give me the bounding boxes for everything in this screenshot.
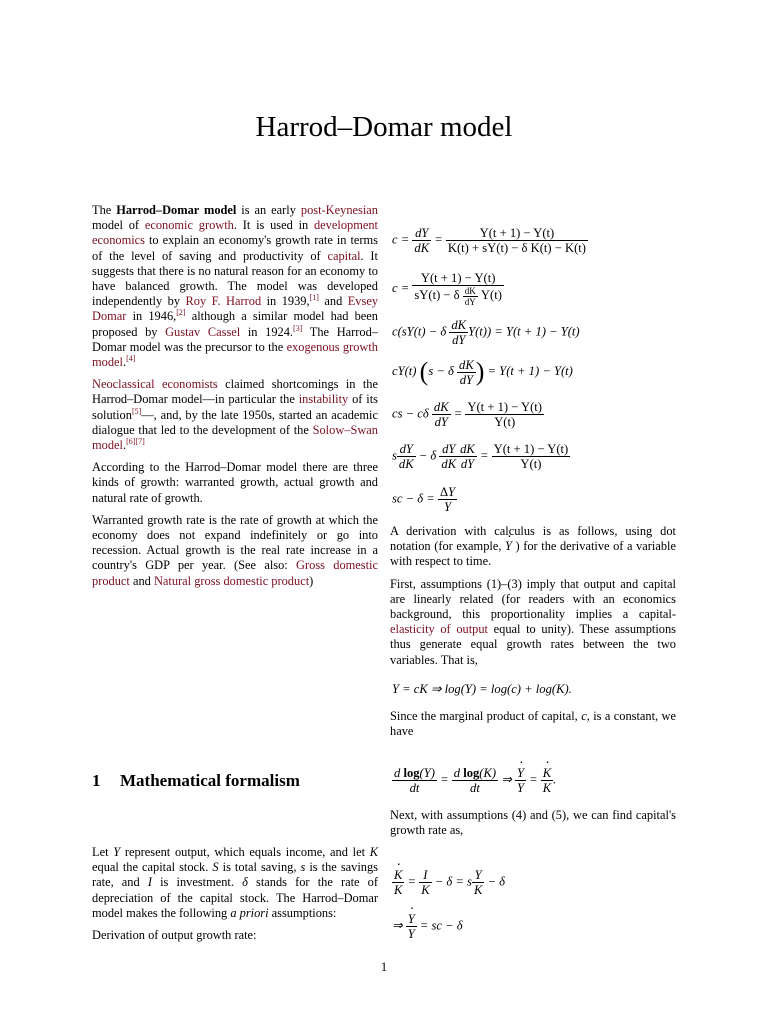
text: and	[318, 294, 348, 309]
intro-paragraph-4	[92, 513, 378, 589]
section-number: 1	[92, 771, 101, 790]
page-title: Harrod–Domar model	[255, 111, 513, 143]
text: although a similar model had been proposed by	[92, 309, 378, 339]
right-paragraph-2	[390, 577, 676, 668]
link-instability[interactable]: instability	[298, 392, 349, 407]
link-economic-growth[interactable]: economic growth	[144, 218, 234, 233]
text: of its solution	[92, 392, 378, 422]
link-exogenous-growth-model[interactable]: exogenous growth model	[92, 339, 378, 370]
formalism-paragraph-2: Derivation of output growth rate:	[92, 928, 257, 943]
citation-5[interactable]: [5]	[131, 406, 142, 416]
term-bold: Harrod–Domar model	[116, 203, 237, 217]
link-development-economics[interactable]: development economics	[92, 218, 378, 248]
link-natural-gdp[interactable]: Natural gross domestic product	[153, 573, 310, 588]
page-number: 1	[380, 960, 388, 974]
var-dot: · Y	[505, 539, 512, 554]
text: assumptions:	[268, 905, 337, 920]
text: equal the capital stock.	[92, 860, 213, 875]
right-paragraph-1	[390, 524, 676, 570]
text: is an early	[236, 203, 301, 217]
equation-9: $\frac{\text{d log(Y)}}{dt}$ = $\frac{\text{d log(K)}}{dt}$ ⇒ · $\frac{Y}{Y}$ = · $\frac{K}{K}$ .	[392, 766, 556, 795]
text: equal to unity). These assumptions thus generate equal growth rates between the two variables. That is,	[390, 622, 676, 667]
text: , is a constant, we have	[390, 709, 676, 739]
text: A derivation with calculus is as follows, using dot notation (for example,	[390, 524, 676, 554]
intro-paragraph-3: According to the Harrod–Domar model there are three kinds of growth: warranted growth, actual growth and natural rate of growth.	[92, 460, 378, 505]
var: Y	[113, 845, 121, 859]
link-evsey-domar[interactable]: Evsey Domar	[92, 294, 379, 324]
intro-paragraph-1	[92, 203, 378, 370]
link-elasticity-of-output[interactable]: elasticity of output	[390, 622, 488, 637]
text: Let	[92, 845, 114, 859]
equation-2: c = Y(t + 1) − Y(t) sY(t) − δ $\frac{dK}{dY}$ Y(t)	[392, 271, 502, 307]
text: claimed shortcomings in the Harrod–Domar model—in particular the	[92, 377, 379, 407]
citation-2[interactable]: [2]	[176, 308, 186, 318]
text: to explain an economy's growth rate in terms of the level of saving and productivity of	[92, 233, 378, 263]
text: stands for the rate of depreciation of the capital stock. The Harrod–Domar model makes the following	[92, 875, 378, 920]
formalism-paragraph-1	[92, 845, 378, 921]
var: a priori	[230, 905, 269, 920]
link-neoclassical-economists[interactable]: Neoclassical economists	[92, 377, 218, 392]
text: .	[122, 438, 127, 453]
citation-6-7[interactable]: [6][7]	[126, 436, 145, 446]
text: model of	[92, 218, 145, 233]
equation-4: cY(t) (s − δ $\frac{dK}{dY}$ ) = Y(t + 1) − Y(t)	[392, 357, 573, 387]
link-capital[interactable]: capital	[327, 248, 361, 263]
text: First, assumptions (1)–(3) imply that output and capital are linearly related (for readers with an economics background, this proportionality implies a capital-	[390, 576, 676, 622]
equation-6: s $\frac{dY}{dK}$ − δ $\frac{dY}{dK}$ $\frac{dK}{dY}$ = $\frac{Y(t + 1) - Y(t)}{Y(t)}$	[392, 442, 569, 471]
right-column-text-2	[390, 709, 676, 746]
text: .	[122, 355, 127, 370]
text: The	[92, 203, 117, 217]
text: )	[309, 573, 314, 588]
intro-paragraph-2	[92, 377, 378, 453]
link-gustav-cassel[interactable]: Gustav Cassel	[165, 324, 241, 339]
var: c	[581, 709, 587, 723]
text: ) for the derivative of a variable with respect to time.	[390, 539, 677, 569]
text: is total saving,	[218, 860, 301, 875]
link-solow-swan-model[interactable]: Solow–Swan model	[92, 422, 378, 453]
link-roy-harrod[interactable]: Roy F. Harrod	[185, 294, 262, 309]
var: S	[212, 860, 219, 875]
var: I	[147, 875, 152, 890]
text: is investment.	[151, 875, 243, 890]
text: Warranted growth rate is the rate of growth at which the economy does not expand indefinitely or go into recession. Actual growth is the real rate increase in a country's GDP per year. (See also:	[92, 512, 378, 573]
equation-10: · $\frac{K}{K}$ = $\frac{I}{K}$ − δ = s $\frac{Y}{K}$ − δ	[392, 868, 505, 897]
formalism-text	[92, 845, 378, 950]
left-column	[92, 203, 378, 596]
citation-4[interactable]: [4]	[126, 353, 136, 363]
citation-3[interactable]: [3]	[293, 323, 303, 333]
text: in 1946,	[126, 309, 177, 324]
equation-1: c = $\frac{dY}{dK}$ = $\frac{Y(t + 1) - Y(t)}{\text{K(t) + sY(t) − δ K(t) − K(t)}}$	[392, 226, 586, 255]
right-paragraph-3	[390, 709, 676, 739]
right-column-text-1	[390, 524, 676, 675]
text: . It is used in	[233, 218, 314, 233]
var: K	[369, 845, 378, 859]
link-post-keynesian[interactable]: post-Keynesian	[300, 203, 378, 217]
equation-7: sc − δ = $\frac{\Delta Y}{Y}$	[392, 485, 456, 514]
text: and	[129, 573, 154, 588]
section-title: Mathematical formalism	[120, 771, 300, 790]
text: Since the marginal product of capital,	[390, 709, 582, 723]
text: —, and, by the late 1950s, started an academic dialogue that led to the development of the	[92, 407, 378, 437]
text: is the savings rate, and	[92, 860, 378, 890]
equation-5: cs − cδ $\frac{dK}{dY}$ = $\frac{Y(t + 1) - Y(t)}{Y(t)}$	[392, 400, 542, 429]
equation-11: ⇒ · $\frac{Y}{Y}$ = sc − δ	[392, 912, 463, 941]
equation-8: Y = cK ⇒ log(Y) = log(c) + log(K).	[392, 682, 572, 696]
text: The Harrod–Domar model was the precursor to the	[92, 324, 378, 354]
equation-3: c(sY(t) − δ $\frac{dK}{dY}$ Y(t)) = Y(t + 1) − Y(t)	[392, 318, 580, 347]
text: in 1924.	[240, 324, 294, 339]
text: . It suggests that there is no natural reason for an economy to have balanced growth. The model was developed independently by	[92, 248, 378, 309]
citation-1[interactable]: [1]	[309, 293, 319, 303]
right-paragraph-4: Next, with assumptions (4) and (5), we can find capital's growth rate as,	[390, 808, 676, 838]
text: represent output, which equals income, and let	[120, 845, 370, 859]
link-gross-domestic-product[interactable]: Gross domestic product	[92, 558, 379, 588]
section-heading	[92, 771, 300, 791]
text: in 1939,	[261, 294, 310, 309]
var: δ	[242, 875, 248, 890]
var: s	[300, 860, 306, 875]
right-column-text-3	[390, 808, 676, 845]
